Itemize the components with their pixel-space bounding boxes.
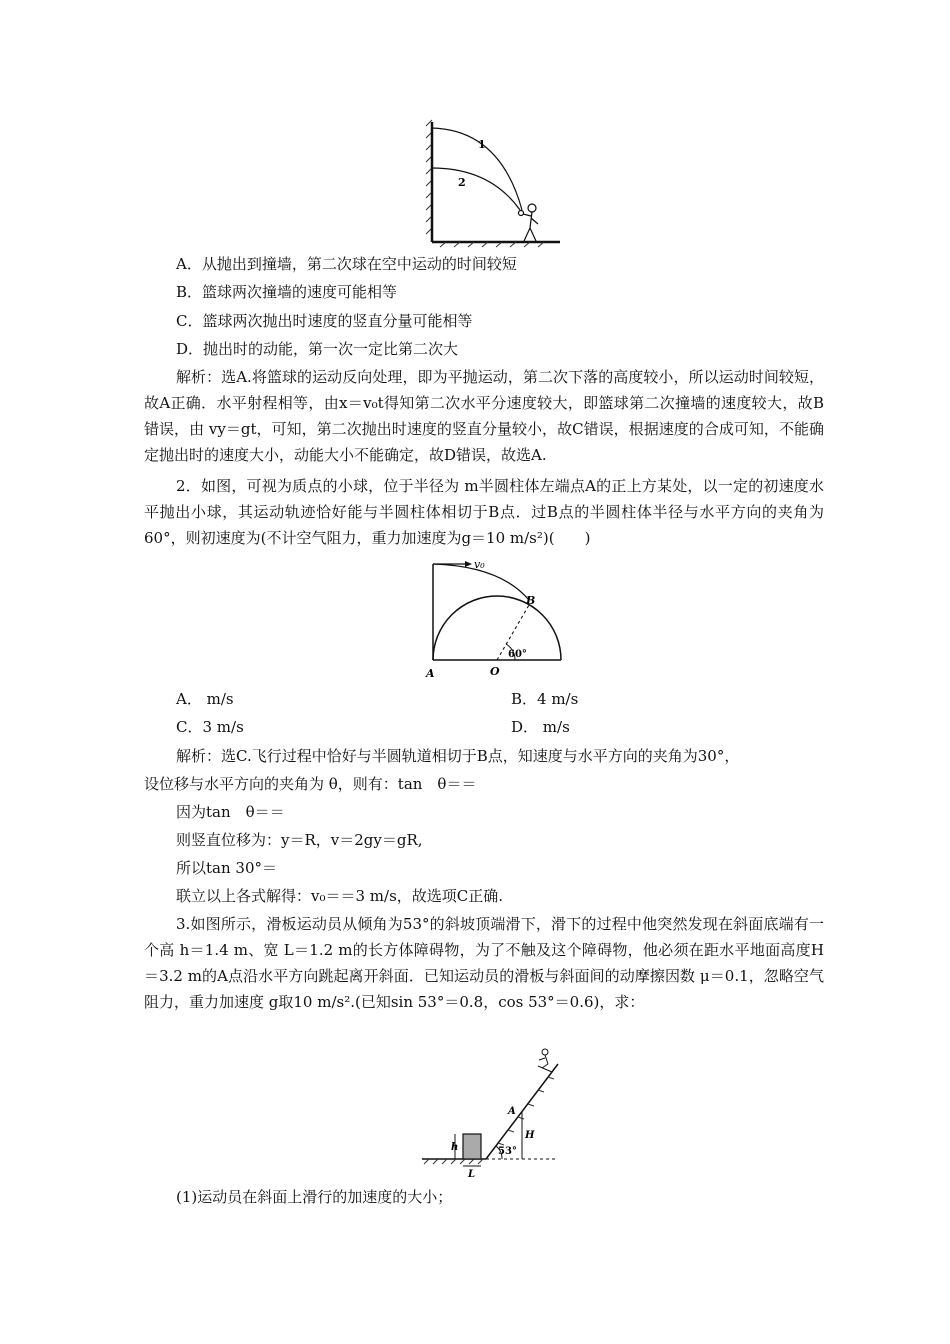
figure-basketball-wall bbox=[420, 118, 570, 248]
q2-analysis-line-6: 联立以上各式解得：v₀＝＝3 m/s，故选项C正确. bbox=[176, 887, 504, 905]
q3-stem: 3.如图所示，滑板运动员从倾角为53°的斜坡顶端滑下，滑下的过程中他突然发现在斜面底端有一个高 h＝1.4 m、宽 L＝1.2 m的长方体障碍物，为了不触及这个障碍物，他必须在距水平地面高度H＝3.2 m的A点沿水平方向跳起离开斜面．已知运动员的滑板与斜面间的动摩擦因数 μ＝0.1，忽略空气阻力，重力加速度 g取10 m/s².(已知sin 53°＝0.8，cos 53°＝0.6)，求： bbox=[144, 915, 824, 1011]
q2-option-a: A． m/s bbox=[176, 690, 234, 708]
q1-analysis: 解析：选A.将篮球的运动反向处理，即为平抛运动，第二次下落的高度较小，所以运动时间较短，故A正确．水平射程相等，由x＝v₀t得知第二次水平分速度较大，即篮球第二次撞墙的速度较大，故B错误，由 vy＝gt，可知，第二次抛出时速度的竖直分量较小，故C错误，根据速度的合成可知，不能确定抛出时的速度大小，动能大小不能确定，故D错误，故选A. bbox=[144, 368, 824, 464]
label-h: h bbox=[451, 1142, 459, 1153]
trajectory-2 bbox=[432, 168, 520, 210]
q1-option-a: A．从抛出到撞墙，第二次球在空中运动的时间较短 bbox=[176, 255, 517, 273]
q2-stem: 2．如图，可视为质点的小球，位于半径为 m半圆柱体左端点A的正上方某处，以一定的初速度水平抛出小球，其运动轨迹恰好能与半圆柱体相切于B点．过B点的半圆柱体半径与水平方向的夹角为60°，则初速度为(不计空气阻力，重力加速度为g＝10 m/s²)( ) bbox=[144, 477, 824, 547]
q3-subquestion-1: (1)运动员在斜面上滑行的加速度的大小； bbox=[176, 1188, 453, 1206]
q1-option-c: C．篮球两次抛出时速度的竖直分量可能相等 bbox=[176, 312, 473, 330]
q2-option-b: B．4 m/s bbox=[511, 690, 579, 708]
label-angle-53: 53° bbox=[498, 1146, 517, 1157]
arrow-head-icon bbox=[465, 561, 472, 567]
q2-analysis-line-1: 解析：选C.飞行过程中恰好与半圆轨道相切于B点，知速度与水平方向的夹角为30°， bbox=[176, 747, 740, 765]
label-v0: v₀ bbox=[474, 558, 485, 571]
semicircle bbox=[433, 596, 561, 660]
label-L: L bbox=[468, 1169, 476, 1178]
q2-analysis-line-4: 则竖直位移为：y＝R，v＝2gy＝gR, bbox=[176, 831, 423, 849]
q2-analysis-line-2: 设位移与水平方向的夹角为 θ，则有：tan θ＝＝ bbox=[144, 775, 477, 793]
q2-option-c: C．3 m/s bbox=[176, 718, 244, 736]
q1-option-d: D．抛出时的动能，第一次一定比第二次大 bbox=[176, 340, 459, 358]
q2-analysis-line-3: 因为tan θ＝＝ bbox=[176, 803, 285, 821]
label-A: A bbox=[508, 1106, 516, 1117]
q2-option-d: D． m/s bbox=[511, 718, 570, 736]
label-O: O bbox=[490, 665, 500, 678]
label-angle-60: 60° bbox=[508, 649, 527, 660]
label-B: B bbox=[526, 594, 536, 607]
label-curve-1: 1 bbox=[478, 138, 486, 151]
figure-half-cylinder bbox=[420, 556, 570, 682]
figure-ski-slope bbox=[418, 1046, 568, 1178]
q1-option-b: B．篮球两次撞墙的速度可能相等 bbox=[176, 283, 398, 301]
obstacle bbox=[463, 1134, 481, 1159]
q2-analysis-line-5: 所以tan 30°＝ bbox=[176, 859, 277, 877]
label-H: H bbox=[525, 1130, 535, 1141]
skier-icon bbox=[538, 1049, 552, 1072]
label-A: A bbox=[426, 667, 435, 680]
label-curve-2: 2 bbox=[458, 176, 466, 189]
